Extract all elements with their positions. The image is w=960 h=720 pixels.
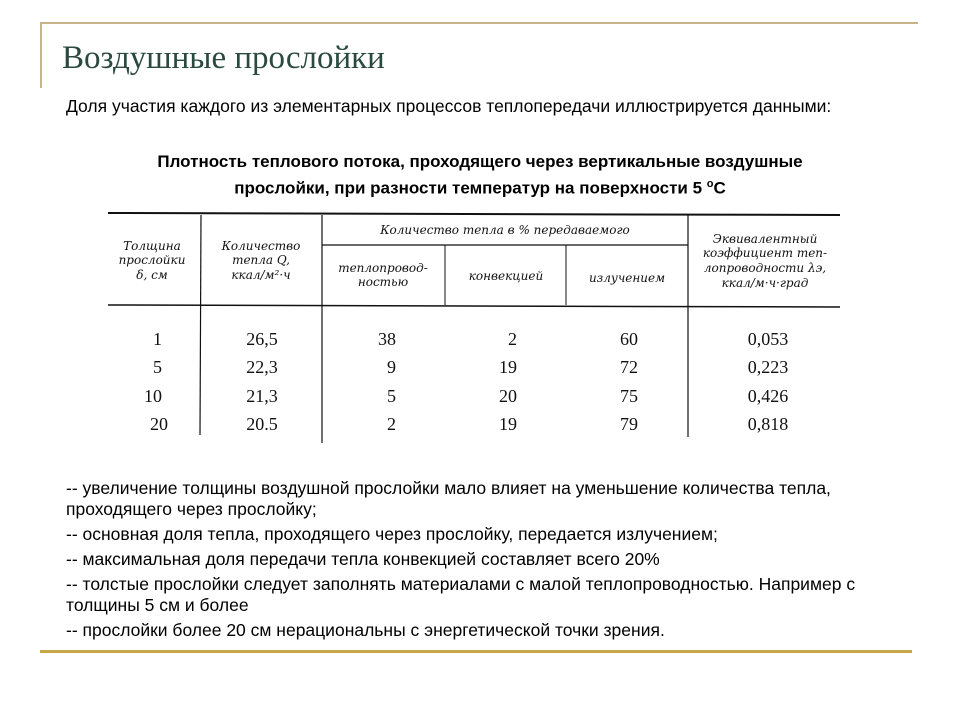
- hdr-conduction-1: теплопровод-: [338, 261, 428, 275]
- caption-line-2-text: прослойки, при разности температур на поверхности 5: [234, 178, 707, 198]
- conclusion-item: -- толстые прослойки следует заполнять материалами с малой теплопроводностью. Например с толщины 5 см и более: [66, 574, 856, 615]
- hdr-radiation: излучением: [588, 271, 666, 285]
- table-col-rule-1: [200, 215, 201, 435]
- hdr-thickness-3: δ, см: [136, 268, 168, 282]
- caption-unit: С: [713, 178, 726, 198]
- hdr-share-group: Количество тепла в % передаваемого: [380, 223, 630, 237]
- frame-left-line: [40, 22, 42, 88]
- cell-conduction: 5: [387, 386, 396, 406]
- cell-radiation: 60: [620, 329, 638, 349]
- table-row: [144, 386, 788, 406]
- cell-convection: 19: [499, 357, 517, 377]
- hdr-equivalent-2: коэффициент теп-: [702, 246, 828, 260]
- cell-convection: 20: [499, 386, 517, 406]
- table-top-rule: [108, 213, 840, 215]
- table-row: [153, 357, 788, 377]
- cell-thickness: 10: [144, 386, 162, 406]
- conclusion-item: -- прослойки более 20 см нерациональны с энергетической точки зрения.: [66, 620, 665, 640]
- cell-radiation: 79: [620, 414, 638, 434]
- cell-quantity: 26,5: [246, 329, 278, 349]
- caption-line-2: [60, 173, 900, 200]
- caption-line-1: Плотность теплового потока, проходящего через вертикальные воздушные: [157, 152, 803, 171]
- cell-quantity: 20.5: [246, 414, 278, 434]
- cell-equivalent: 0,818: [747, 414, 789, 434]
- table-caption: [60, 150, 900, 200]
- frame-bottom-line: [40, 650, 912, 653]
- hdr-conduction-2: ностью: [357, 275, 409, 289]
- hdr-quantity-3: ккал/м²·ч: [231, 268, 291, 282]
- cell-quantity: 22,3: [246, 357, 278, 377]
- slide-title: Воздушные прослойки: [62, 40, 385, 76]
- conclusions-list: [66, 478, 916, 645]
- hdr-equivalent-3: лопроводности λэ,: [703, 261, 827, 275]
- cell-radiation: 72: [620, 357, 638, 377]
- hdr-thickness-2: прослойки: [118, 253, 186, 267]
- hdr-quantity-1: Количество: [221, 239, 301, 253]
- cell-conduction: 38: [378, 329, 396, 349]
- hdr-thickness-1: Толщина: [123, 239, 181, 253]
- cell-conduction: 2: [387, 414, 396, 434]
- cell-thickness: 1: [153, 329, 162, 349]
- hdr-quantity-2: тепла Q,: [232, 253, 290, 267]
- heat-flux-table: [100, 205, 845, 450]
- cell-equivalent: 0,426: [747, 386, 789, 406]
- table-row: [153, 329, 788, 349]
- intro-text: Доля участия каждого из элементарных процессов теплопередачи иллюстрируется данными:: [66, 96, 832, 116]
- conclusion-item: -- основная доля тепла, проходящего через прослойку, передается излучением;: [66, 524, 718, 544]
- cell-thickness: 5: [153, 357, 162, 377]
- cell-thickness: 20: [150, 414, 168, 434]
- conclusion-item: -- увеличение толщины воздушной прослойки мало влияет на уменьшение количества тепла, проходящего через прослойку;: [66, 478, 831, 519]
- caption-degree: о: [706, 178, 714, 190]
- cell-convection: 19: [499, 414, 517, 434]
- hdr-equivalent-1: Эквивалентный: [712, 232, 818, 246]
- cell-equivalent: 0,053: [747, 329, 789, 349]
- cell-conduction: 9: [387, 357, 396, 377]
- cell-quantity: 21,3: [246, 386, 278, 406]
- conclusion-item: -- максимальная доля передачи тепла конвекцией составляет всего 20%: [66, 549, 660, 569]
- table-header-rule: [108, 305, 840, 307]
- table-row: [150, 414, 788, 434]
- hdr-convection: конвекцией: [468, 269, 544, 283]
- hdr-equivalent-4: ккал/м·ч·град: [721, 276, 809, 290]
- cell-radiation: 75: [620, 386, 638, 406]
- cell-equivalent: 0,223: [747, 357, 789, 377]
- cell-convection: 2: [508, 329, 517, 349]
- frame-top-line: [40, 22, 918, 24]
